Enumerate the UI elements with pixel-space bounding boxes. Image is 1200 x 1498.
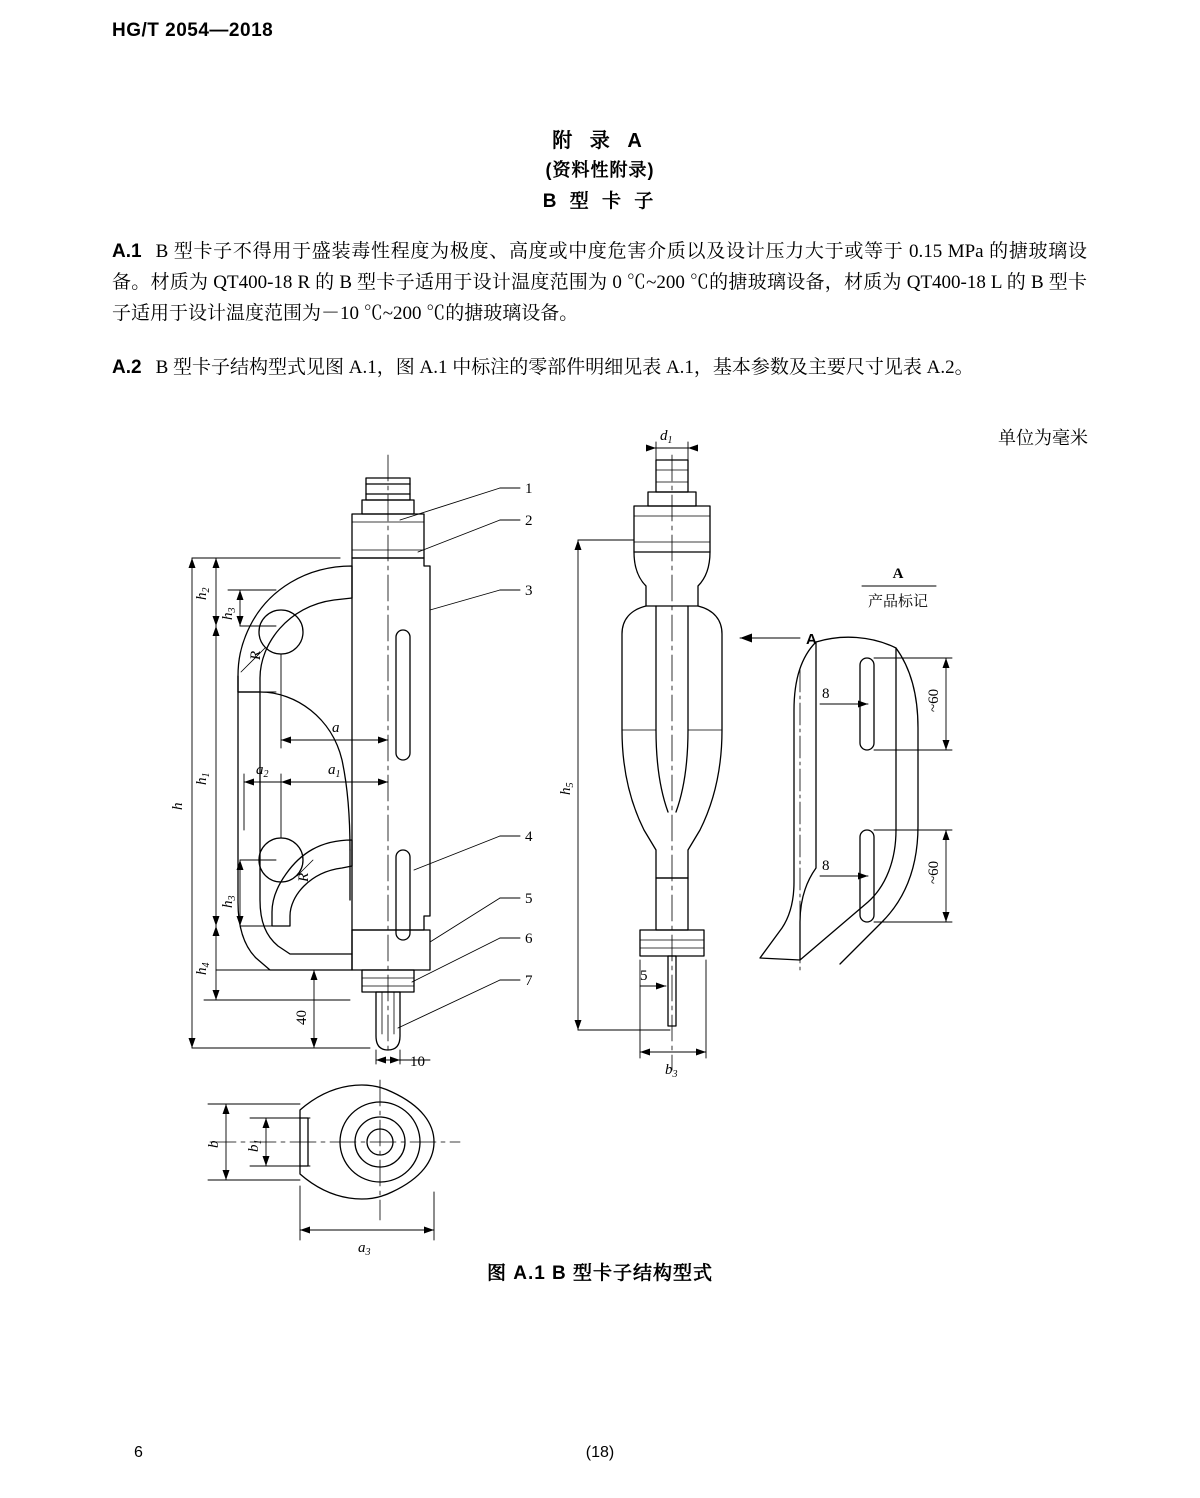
callout-6: 6 bbox=[525, 931, 533, 947]
dim-h3-bottom: $h_3$ bbox=[220, 895, 238, 908]
footer-center-number: (18) bbox=[585, 1444, 615, 1461]
dim-8-bottom: 8 bbox=[822, 858, 830, 874]
dim-b: b bbox=[206, 1140, 222, 1148]
dim-h5: $h_5$ bbox=[558, 782, 576, 795]
dim-a3: $a_3$ bbox=[358, 1240, 371, 1258]
annex-subtitle: (资料性附录) bbox=[545, 160, 655, 180]
section-arrow-label: A bbox=[806, 631, 817, 648]
footer-page-number: 6 bbox=[134, 1444, 143, 1461]
callout-1: 1 bbox=[525, 481, 533, 497]
standard-number-header: HG/T 2054—2018 bbox=[112, 20, 274, 41]
product-mark-label: 产品标记 bbox=[867, 594, 929, 610]
callout-4: 4 bbox=[525, 829, 533, 845]
dim-a1: $a_1$ bbox=[328, 762, 341, 780]
dim-a2: $a_2$ bbox=[256, 762, 269, 780]
paragraph-a1-number: A.1 bbox=[112, 241, 142, 262]
dim-b3: $b_3$ bbox=[665, 1062, 678, 1080]
dim-angle-top: ~60 bbox=[926, 688, 942, 712]
callout-7: 7 bbox=[525, 973, 533, 989]
paragraph-a1-text: B 型卡子不得用于盛装毒性程度为极度、高度或中度危害介质以及设计压力大于或等于 0.15 MPa 的搪玻璃设备。材质为 QT400-18 R 的 B 型卡子适用于设计温度范围为 0 ℃~200 ℃的搪玻璃设备，材质为 QT400-18 L 的 B 型卡子适用于设计温度范围为－10 ℃~200 ℃的搪玻璃设备。 bbox=[112, 241, 1087, 324]
callout-2: 2 bbox=[525, 513, 533, 529]
figure-a1-drawing bbox=[100, 428, 1100, 1258]
paragraph-a2-text: B 型卡子结构型式见图 A.1，图 A.1 中标注的零部件明细见表 A.1，基本参数及主要尺寸见表 A.2。 bbox=[155, 357, 974, 378]
item-callout-leaders bbox=[398, 488, 520, 1028]
paragraph-a2 bbox=[112, 352, 1087, 383]
dim-h: h bbox=[170, 802, 186, 810]
dim-40: 40 bbox=[294, 1010, 310, 1025]
section-a-view bbox=[760, 566, 936, 970]
dim-h2: $h_2$ bbox=[194, 587, 212, 600]
dim-R-bottom: R bbox=[296, 872, 312, 882]
dim-h4: $h_4$ bbox=[194, 962, 212, 975]
figure-unit-note: 单位为毫米 bbox=[998, 428, 1088, 448]
figure-caption: 图 A.1 B 型卡子结构型式 bbox=[486, 1263, 714, 1284]
dim-d1: $d_1$ bbox=[660, 428, 673, 446]
paragraph-a2-number: A.2 bbox=[112, 357, 142, 378]
dim-a: a bbox=[332, 720, 340, 736]
side-view bbox=[622, 455, 722, 1070]
callout-5: 5 bbox=[525, 891, 533, 907]
dim-10: 10 bbox=[410, 1054, 425, 1070]
dim-5: 5 bbox=[640, 968, 648, 984]
dim-angle-bottom: ~60 bbox=[926, 860, 942, 884]
dim-8-top: 8 bbox=[822, 686, 830, 702]
product-mark-letter: A bbox=[892, 566, 904, 582]
callout-3: 3 bbox=[525, 583, 533, 599]
front-view bbox=[238, 455, 430, 1055]
dim-R-top: R bbox=[248, 650, 264, 660]
plan-view bbox=[208, 1080, 460, 1240]
dim-h3-top: $h_3$ bbox=[220, 607, 238, 620]
dim-b1: $b_1$ bbox=[246, 1139, 264, 1152]
paragraph-a1 bbox=[112, 236, 1087, 329]
annex-name: B 型 卡 子 bbox=[542, 191, 658, 212]
dim-h1: $h_1$ bbox=[194, 772, 212, 785]
front-view-dimensions bbox=[189, 558, 431, 1064]
annex-title: 附 录 A bbox=[552, 130, 648, 152]
